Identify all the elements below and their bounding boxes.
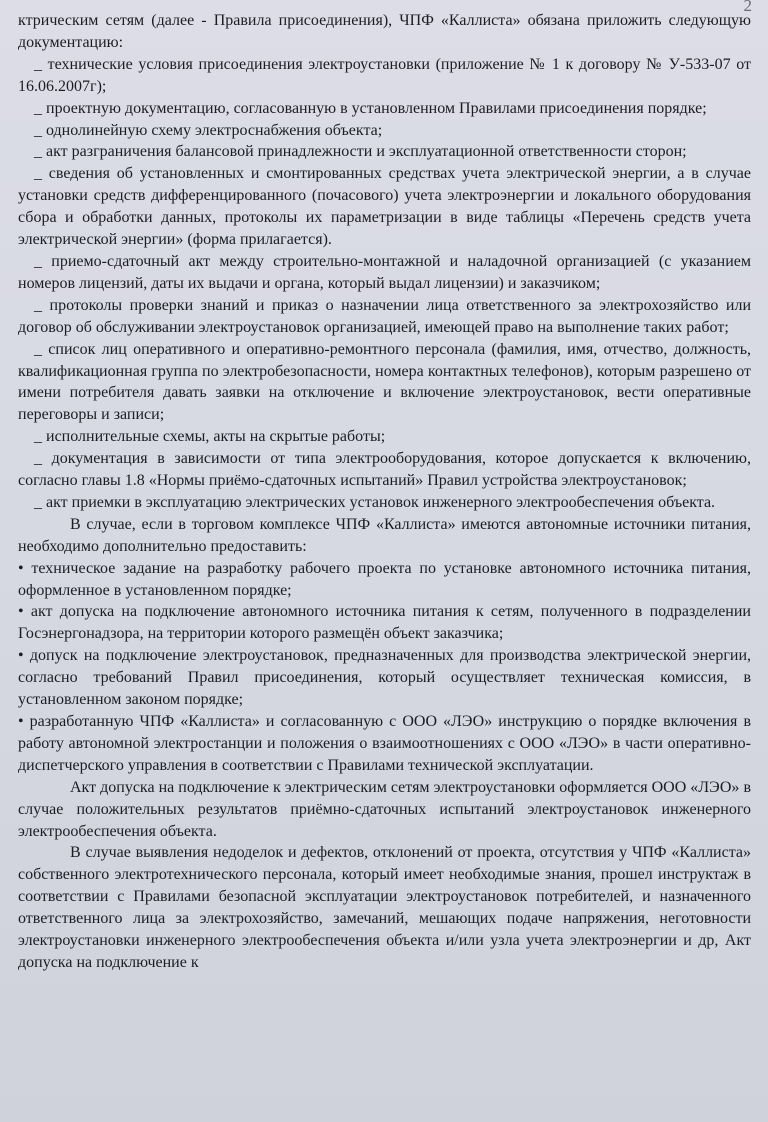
list-item: _ технические условия присоединения электроустановки (приложение № 1 к договору № У-533-07 от 16.06.2007г); <box>18 55 751 95</box>
bullet-item: • акт допуска на подключение автономного источника питания к сетям, полученного в подразделении Госэнергонадзора, на территории которого размещён объект заказчика; <box>18 603 751 643</box>
paragraph: ктрическим сетям (далее - Правила присоединения), ЧПФ «Каллиста» обязана приложить следующую документацию: <box>18 12 751 51</box>
list-item: _ сведения об установленных и смонтированных средствах учета электрической энергии, а в случае установки средств дифференцированного (почасового) учета электроэнергии и локального оборудования сбора и обработки данных, протоколы их параметризации в виде таблицы «Перечень средств учета электрической энергии» (форма прилагается). <box>18 165 751 249</box>
bullet-item: • допуск на подключение электроустановок, предназначенных для производства электрической энергии, согласно требований Правил присоединения, который осуществляет техническая комиссия, в установленном законом порядке; <box>18 647 751 709</box>
bullet-item: • техническое задание на разработку рабочего проекта по установке автономного источника питания, оформленное в установленном порядке; <box>18 559 751 599</box>
list-item: _ список лиц оперативного и оперативно-ремонтного персонала (фамилия, имя, отчество, должность, квалификационная группа по электробезопасности, номера контактных телефонов), которым разрешено от имени потребителя давать заявки на отключение и включение электроустановок, вести оперативные переговоры и записи; <box>18 340 751 424</box>
list-item: _ исполнительные схемы, акты на скрытые работы; <box>34 428 386 446</box>
list-item: _ акт приемки в эксплуатацию электрических установок инженерного электрообеспечения объекта. <box>34 493 716 511</box>
list-item: _ документация в зависимости от типа электрооборудования, которое допускается к включению, согласно главы 1.8 «Нормы приёмо-сдаточных испытаний» Правил устройства электроустановок; <box>18 450 751 490</box>
list-item: _ проектную документацию, согласованную в установленном Правилами присоединения порядке; <box>34 99 707 117</box>
document-body <box>18 10 751 974</box>
list-item: _ акт разграничения балансовой принадлежности и эксплуатационной ответственности сторон; <box>34 143 687 161</box>
list-item: _ однолинейную схему электроснабжения объекта; <box>34 121 383 139</box>
list-item: _ протоколы проверки знаний и приказ о назначении лица ответственного за электрохозяйство или договор об обслуживании электроустановок организацией, имеющей право на выполнение таких работ; <box>18 296 751 336</box>
bullet-item: • разработанную ЧПФ «Каллиста» и согласованную с ООО «ЛЭО» инструкцию о порядке включения в работу автономной электростанции и положения о взаимоотношениях с ООО «ЛЭО» в части оперативно-диспетчерского управления в соответствии с Правилами технической эксплуатации. <box>18 713 751 774</box>
paragraph: Акт допуска на подключение к электрическим сетям электроустановки оформляется ООО «ЛЭО» в случае положительных результатов приёмно-сдаточных испытаний электроустановок инженерного электрообеспечения объекта. <box>18 778 751 840</box>
paragraph: В случае выявления недоделок и дефектов, отклонений от проекта, отсутствия у ЧПФ «Каллиста» собственного электротехнического персонала, который имеет необходимые знания, прошел инструктаж в соответствии с Правилами безопасной эксплуатации электроустановок потребителей, и назначенного ответственного лица за электрохозяйство, замечаний, мешающих подаче напряжения, неготовности электроустановки инженерного электрообеспечения объекта и/или узла учета электроэнергии и др, Акт допуска на подключение к <box>18 844 751 971</box>
paragraph: В случае, если в торговом комплексе ЧПФ «Каллиста» имеются автономные источники питания, необходимо дополнительно предоставить: <box>18 515 751 555</box>
list-item: _ приемо-сдаточный акт между строительно-монтажной и наладочной организацией (с указанием номеров лицензий, даты их выдачи и органа, который выдал лицензии) и заказчиком; <box>18 252 751 292</box>
page-number: 2 <box>743 0 752 15</box>
